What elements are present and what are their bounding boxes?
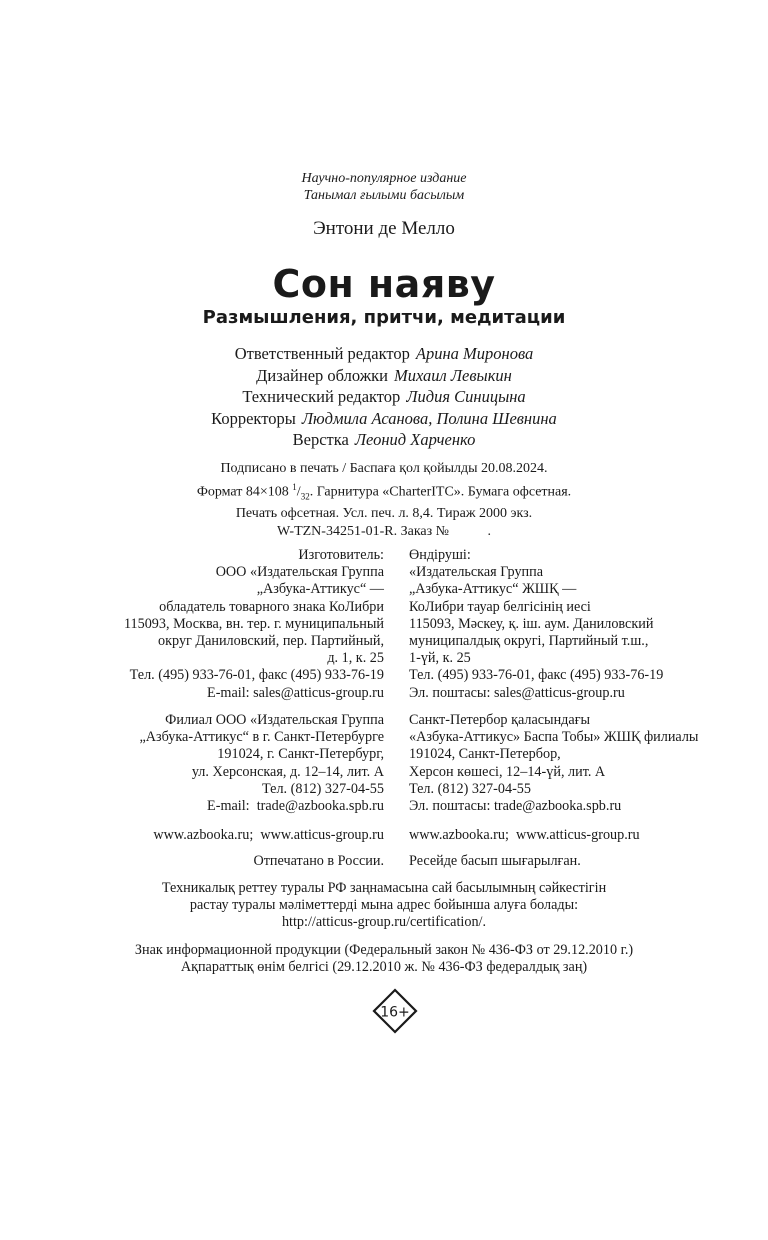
manufacturer-ru-line: Изготовитель: <box>298 547 384 563</box>
branch-ru-line: 191024, г. Санкт-Петербург, <box>217 746 384 763</box>
age-rating-text: 16+ <box>380 1004 410 1021</box>
order-line: W-TZN-34251-01-R. Заказ № . <box>276 524 492 540</box>
info-sign-line: Знак информационной продукции (Федеральный закон № 436-ФЗ от 29.12.2010 г.) <box>134 942 634 958</box>
manufacturer-ru-line: „Азбука-Аттикус“ — <box>256 581 384 598</box>
genre-kz: Танымал ғылыми басылым <box>303 188 465 203</box>
credits-block <box>0 343 768 451</box>
branch-kz-line: Тел. (812) 327-04-55 <box>409 780 531 797</box>
manufacturer-kz-line: КоЛибри тауар белгісінің иесі <box>409 598 591 615</box>
manufacturer-kz-line: «Издательская Группа <box>409 564 544 581</box>
credit-line <box>0 365 768 387</box>
credit-role: Корректоры <box>211 408 296 428</box>
manufacturer-kz <box>409 547 663 702</box>
manufacturer-ru-line: Тел. (495) 933-76-01, факс (495) 933-76-19 <box>129 667 384 684</box>
manufacturer-ru-line: 115093, Москва, вн. тер. г. муниципальный <box>123 615 384 632</box>
credit-role: Технический редактор <box>242 387 401 406</box>
credit-line <box>0 408 768 430</box>
genre-ru: Научно-популярное издание <box>301 171 467 186</box>
branch-ru-line: Филиал ООО «Издательская Группа <box>165 712 384 728</box>
signed-line: Подписано в печать / Баспаға қол қойылды 20.08.2024. <box>220 461 548 476</box>
certification-url[interactable]: http://atticus-group.ru/certification/. <box>281 914 487 931</box>
credit-name: Людмила Асанова, Полина Шевнина <box>301 408 557 428</box>
manufacturer-kz-line: 115093, Мәскеу, қ. іш. аум. Даниловский <box>409 615 654 632</box>
printed-ru: Отпечатано в России. <box>253 853 384 869</box>
manufacturer-ru <box>124 547 384 702</box>
credit-name: Леонид Харченко <box>354 430 476 449</box>
branch-kz-line: Санкт-Петербор қаласындағы <box>409 712 591 728</box>
manufacturer-kz-line: 1-үй, к. 25 <box>409 650 471 667</box>
certification-line: растау туралы мәліметтерді мына адрес бойынша алуға болады: <box>189 897 579 914</box>
branch-ru-line: „Азбука-Аттикус“ в г. Санкт-Петербурге <box>139 729 384 746</box>
credit-name: Михаил Левыкин <box>393 365 512 385</box>
genre-block <box>0 170 768 204</box>
branch-ru-line: Тел. (812) 327-04-55 <box>262 780 384 797</box>
manufacturer-kz-line: муниципалдық округі, Партийный т.ш., <box>409 633 649 650</box>
manufacturer-kz-line: Өндіруші: <box>409 547 471 563</box>
branch-ru-email[interactable]: E-mail: trade@azbooka.spb.ru <box>207 798 384 815</box>
manufacturer-ru-email[interactable]: E-mail: sales@atticus-group.ru <box>207 684 384 701</box>
manufacturer-kz-line: Тел. (495) 933-76-01, факс (495) 933-76-19 <box>409 667 664 684</box>
web-kz-links[interactable]: www.azbooka.ru; www.atticus-group.ru <box>409 827 640 843</box>
manufacturer-ru-line: д. 1, к. 25 <box>327 650 384 667</box>
branch-kz-email[interactable]: Эл. поштасы: trade@azbooka.spb.ru <box>409 798 622 815</box>
credit-line <box>0 386 768 408</box>
credit-line <box>0 429 768 451</box>
manufacturer-kz-line: „Азбука-Аттикус“ ЖШҚ — <box>409 581 577 598</box>
info-sign-line: Ақпараттық өнім белгісі (29.12.2010 ж. № 436-ФЗ федералдық заң) <box>180 959 588 976</box>
credit-name: Арина Миронова <box>415 344 534 363</box>
credit-role: Дизайнер обложки <box>256 365 388 385</box>
manufacturer-kz-email[interactable]: Эл. поштасы: sales@atticus-group.ru <box>409 684 625 701</box>
format-line: Формат 84×108 $^1/_{32}$. Гарнитура «CharterITC». Бумага офсетная. <box>196 482 572 502</box>
book-title: Сон наяву <box>272 262 496 306</box>
manufacturer-ru-line: округ Даниловский, пер. Партийный, <box>158 633 384 650</box>
author-name: Энтони де Мелло <box>313 218 455 239</box>
credit-role: Верстка <box>292 430 349 449</box>
certification-block <box>0 880 768 932</box>
print-info <box>0 460 768 541</box>
web-ru-links[interactable]: www.azbooka.ru; www.atticus-group.ru <box>153 827 384 843</box>
web-ru[interactable] <box>153 827 384 844</box>
branch-kz-line: 191024, Санкт-Петербор, <box>409 746 561 763</box>
credit-line <box>0 343 768 365</box>
credit-name: Лидия Синицына <box>406 387 526 406</box>
web-kz[interactable] <box>409 827 640 844</box>
book-subtitle: Размышления, притчи, медитации <box>202 307 566 328</box>
info-sign-block <box>0 942 768 976</box>
branch-kz-line: «Азбука-Аттикус» Баспа Тобы» ЖШҚ филиалы <box>409 729 699 746</box>
credit-role: Ответственный редактор <box>234 344 410 363</box>
branch-ru-line: ул. Херсонская, д. 12–14, лит. А <box>191 763 384 780</box>
print-line: Печать офсетная. Усл. печ. л. 8,4. Тираж 2000 экз. <box>235 506 533 522</box>
manufacturer-ru-line: обладатель товарного знака КоЛибри <box>159 598 384 615</box>
certification-line: Техникалық реттеу туралы РФ заңнамасына сай басылымның сәйкестігін <box>161 880 607 896</box>
printed-kz: Ресейде басып шығарылған. <box>409 853 581 869</box>
branch-ru <box>139 712 384 815</box>
branch-kz-line: Херсон көшесі, 12–14-үй, лит. А <box>409 763 606 780</box>
manufacturer-ru-line: ООО «Издательская Группа <box>215 564 384 581</box>
branch-kz <box>409 712 698 815</box>
age-rating-badge <box>372 988 418 1034</box>
